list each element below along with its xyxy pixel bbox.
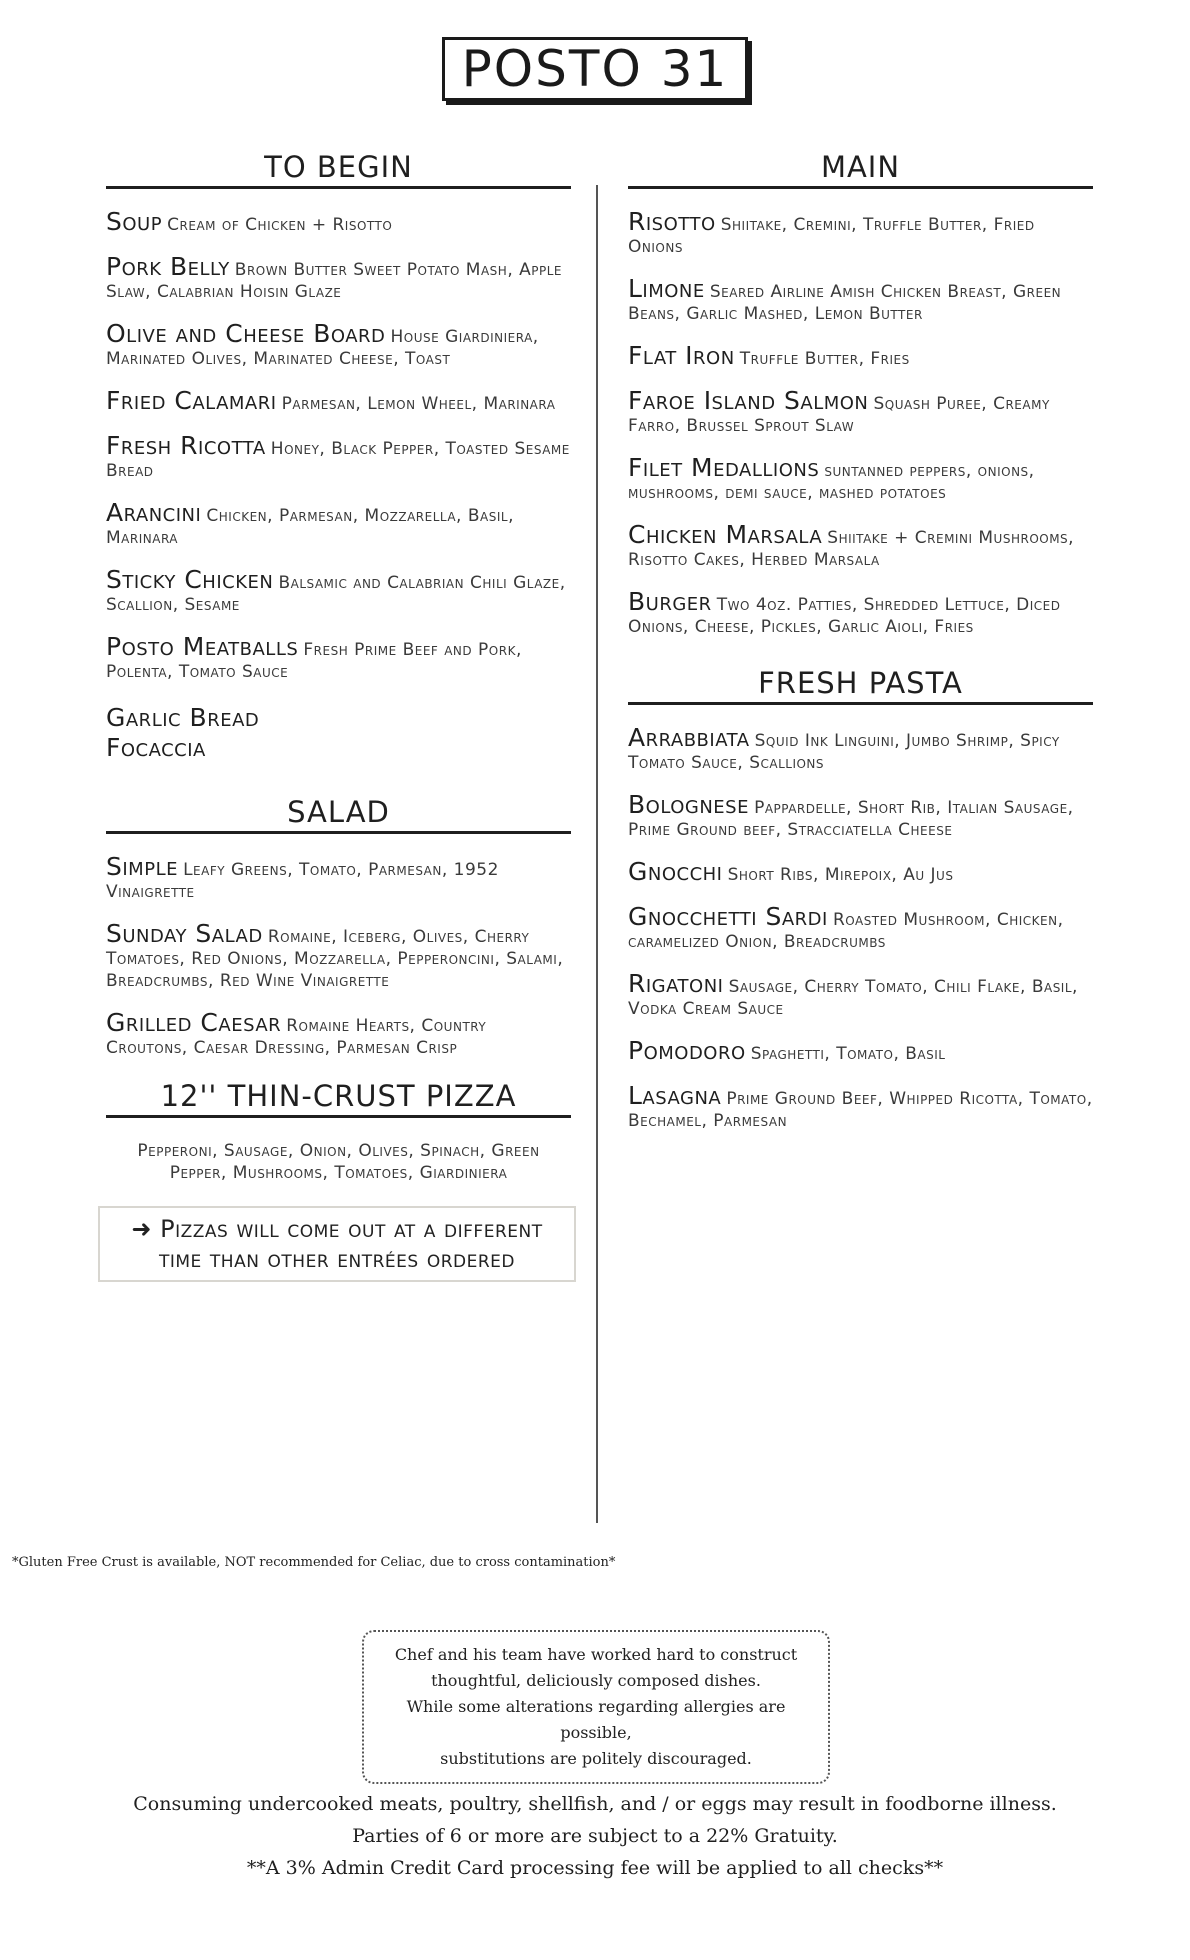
menu-item — [628, 1081, 1093, 1132]
item-name: Burger — [628, 587, 712, 616]
menu-item — [628, 902, 1093, 953]
item-description: Prime Ground Beef, Whipped Ricotta, Tomato, Bechamel, Parmesan — [628, 1089, 1093, 1131]
item-name: Gnocchi — [628, 857, 723, 886]
footer-line: **A 3% Admin Credit Card processing fee will be applied to all checks** — [246, 1857, 944, 1879]
item-name: Lasagna — [628, 1081, 722, 1110]
item-name: Arancini — [106, 498, 202, 527]
item-name: Faroe Island Salmon — [628, 386, 869, 415]
arrow-right-icon: ➜ — [131, 1215, 152, 1243]
item-description: Parmesan, Lemon Wheel, Marinara — [281, 394, 556, 414]
item-description: Honey, Black Pepper, Toasted Sesame Bread — [106, 439, 570, 481]
item-name: Limone — [628, 274, 705, 303]
item-description: Shiitake, Cremini, Truffle Butter, Fried Onions — [628, 215, 1035, 257]
item-name: Fresh Ricotta — [106, 431, 266, 460]
pizza-timing-note — [98, 1206, 576, 1282]
item-description: Truffle Butter, Fries — [739, 349, 910, 369]
menu-item — [106, 252, 571, 303]
gluten-free-note: *Gluten Free Crust is available, NOT recommended for Celiac, due to cross contamination* — [12, 1555, 616, 1570]
item-name: Sunday Salad — [106, 919, 263, 948]
chef-note-box — [362, 1630, 830, 1784]
chef-note-line: Chef and his team have worked hard to construct — [394, 1645, 798, 1664]
menu-item-extras — [106, 703, 571, 763]
item-description: Brown Butter Sweet Potato Mash, Apple Slaw, Calabrian Hoisin Glaze — [106, 260, 562, 302]
restaurant-logo: POSTO 31 — [442, 37, 748, 101]
main-heading: MAIN — [628, 150, 1093, 189]
salad-list — [106, 852, 571, 1059]
menu-item — [628, 790, 1093, 841]
item-name: Arrabbiata — [628, 723, 750, 752]
menu-item — [628, 207, 1093, 258]
item-name: Olive and Cheese Board — [106, 319, 386, 348]
item-description: Cream of Chicken + Risotto — [167, 215, 393, 235]
menu-item — [628, 857, 1093, 886]
item-description: Chicken, Parmesan, Mozzarella, Basil, Marinara — [106, 506, 514, 548]
item-name: Simple — [106, 852, 178, 881]
item-name: Soup — [106, 207, 163, 236]
item-name: Rigatoni — [628, 969, 724, 998]
item-description: Two 4oz. Patties, Shredded Lettuce, Diced Onions, Cheese, Pickles, Garlic Aioli, Fries — [628, 595, 1061, 637]
chef-note-line: While some alterations regarding allergies are possible, — [406, 1697, 786, 1742]
item-description: Roasted Mushroom, Chicken, caramelized Onion, Breadcrumbs — [628, 910, 1064, 952]
item-name: Posto Meatballs — [106, 632, 299, 661]
item-description: Spaghetti, Tomato, Basil — [750, 1044, 946, 1064]
item-name: Bolognese — [628, 790, 749, 819]
item-name: Gnocchetti Sardi — [628, 902, 828, 931]
to-begin-list — [106, 207, 571, 763]
main-list — [628, 207, 1093, 638]
item-description: Romaine Hearts, Country Croutons, Caesar Dressing, Parmesan Crisp — [106, 1016, 487, 1058]
salad-heading: SALAD — [106, 795, 571, 834]
item-name: Pomodoro — [628, 1036, 746, 1065]
item-description: suntanned peppers, onions, mushrooms, demi sauce, mashed potatoes — [628, 461, 1035, 503]
footer-line: Parties of 6 or more are subject to a 22% Gratuity. — [352, 1825, 838, 1847]
item-name: Risotto — [628, 207, 716, 236]
item-description: Balsamic and Calabrian Chili Glaze, Scallion, Sesame — [106, 573, 566, 615]
item-description: Seared Airline Amish Chicken Breast, Green Beans, Garlic Mashed, Lemon Butter — [628, 282, 1062, 324]
item-name: Garlic Bread — [106, 703, 260, 732]
menu-item — [106, 1008, 571, 1059]
item-description: House Giardiniera, Marinated Olives, Marinated Cheese, Toast — [106, 327, 539, 369]
menu-item — [106, 319, 571, 370]
menu-item — [628, 723, 1093, 774]
pizza-note-text: Pizzas will come out at a different time than other entrées ordered — [158, 1215, 543, 1273]
item-name: Filet Medallions — [628, 453, 820, 482]
menu-item — [106, 632, 571, 683]
item-description: Squid Ink Linguini, Jumbo Shrimp, Spicy Tomato Sauce, Scallions — [628, 731, 1060, 773]
item-name: Flat Iron — [628, 341, 735, 370]
fresh-pasta-list — [628, 723, 1093, 1132]
menu-item — [106, 431, 571, 482]
item-description: Short Ribs, Mirepoix, Au Jus — [727, 865, 954, 885]
footer-line: Consuming undercooked meats, poultry, shellfish, and / or eggs may result in foodborne illness. — [133, 1793, 1057, 1815]
menu-item — [106, 498, 571, 549]
menu-item — [106, 565, 571, 616]
chef-note-line: substitutions are politely discouraged. — [440, 1749, 752, 1768]
menu-item — [628, 341, 1093, 370]
menu-item — [628, 969, 1093, 1020]
item-description: Fresh Prime Beef and Pork, Polenta, Tomato Sauce — [106, 640, 522, 682]
item-name: Pork Belly — [106, 252, 230, 281]
item-description: Sausage, Cherry Tomato, Chili Flake, Basil, Vodka Cream Sauce — [628, 977, 1078, 1019]
menu-item — [628, 386, 1093, 437]
item-name: Grilled Caesar — [106, 1008, 282, 1037]
item-name: Sticky Chicken — [106, 565, 274, 594]
column-divider — [596, 185, 598, 1523]
item-name: Chicken Marsala — [628, 520, 823, 549]
menu-item — [628, 1036, 1093, 1065]
right-column — [628, 150, 1093, 1152]
item-description: Shiitake + Cremini Mushrooms, Risotto Cakes, Herbed Marsala — [628, 528, 1075, 570]
menu-item — [628, 453, 1093, 504]
menu-item — [106, 919, 571, 992]
footer-notices — [0, 1788, 1190, 1884]
item-name: Focaccia — [106, 733, 206, 762]
pizza-heading: 12'' THIN-CRUST PIZZA — [106, 1079, 571, 1118]
menu-item — [106, 207, 571, 236]
pizza-toppings: Pepperoni, Sausage, Onion, Olives, Spinach, Green Pepper, Mushrooms, Tomatoes, Giardiniera — [137, 1141, 540, 1183]
chef-note-line: thoughtful, deliciously composed dishes. — [431, 1671, 761, 1690]
item-name: Fried Calamari — [106, 386, 277, 415]
item-description: Romaine, Iceberg, Olives, Cherry Tomatoes, Red Onions, Mozzarella, Pepperoncini, Salami, Breadcrumbs, Red Wine Vinaigrette — [106, 927, 564, 991]
item-description: Pappardelle, Short Rib, Italian Sausage, Prime Ground beef, Stracciatella Cheese — [628, 798, 1074, 840]
item-description: Leafy Greens, Tomato, Parmesan, 1952 Vinaigrette — [106, 860, 499, 902]
menu-item — [628, 520, 1093, 571]
left-column — [106, 150, 571, 1282]
item-description: Squash Puree, Creamy Farro, Brussel Sprout Slaw — [628, 394, 1050, 436]
to-begin-heading: TO BEGIN — [106, 150, 571, 189]
menu-item — [106, 852, 571, 903]
menu-item — [628, 587, 1093, 638]
menu-item — [628, 274, 1093, 325]
fresh-pasta-heading: FRESH PASTA — [628, 666, 1093, 705]
menu-item — [106, 386, 571, 415]
